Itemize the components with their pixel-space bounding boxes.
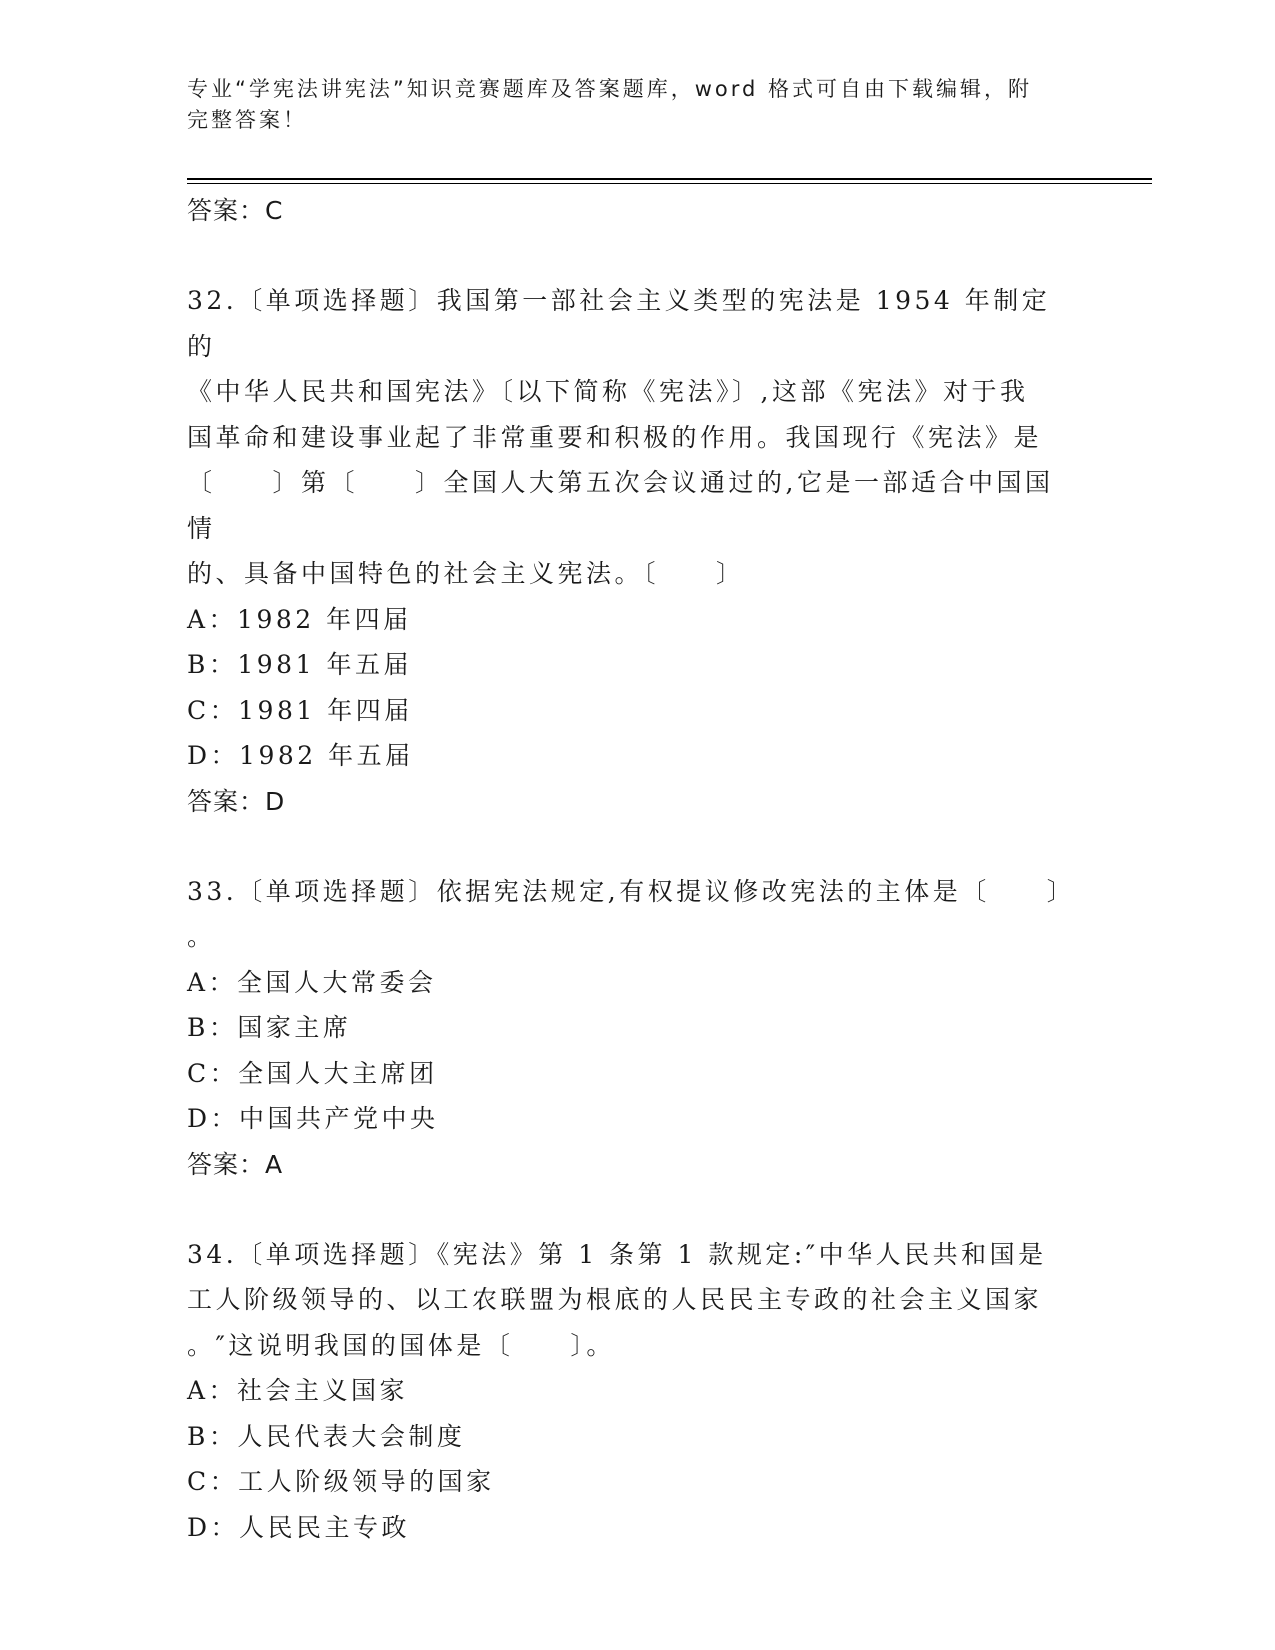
stem-line: 《中华人民共和国宪法》〔以下简称《宪法》〕,这部《宪法》对于我 <box>187 377 1029 406</box>
answer-line: 答案：C <box>187 196 284 225</box>
header-line-2: 完整答案！ <box>187 108 307 132</box>
header-divider-thin <box>187 183 1152 184</box>
option-d: D：人民民主专政 <box>187 1512 411 1542</box>
option-a: A：全国人大常委会 <box>187 967 437 997</box>
question-list <box>187 188 1077 1550</box>
document-header <box>187 74 1067 136</box>
stem-line: 33.〔单项选择题〕依据宪法规定,有权提议修改宪法的主体是〔 〕 <box>187 876 1076 906</box>
question-block-32 <box>187 278 1077 825</box>
header-line-1: 专业“学宪法讲宪法”知识竞赛题库及答案题库，word 格式可自由下载编辑，附 <box>187 77 1033 101</box>
question-block-33 <box>187 869 1077 1188</box>
stem-line: 34.〔单项选择题〕《宪法》第 1 条第 1 款规定:″中华人民共和国是 <box>187 1239 1047 1269</box>
stem-line: 。 <box>187 922 216 951</box>
header-divider <box>187 178 1152 180</box>
option-c: C：工人阶级领导的国家 <box>187 1467 495 1496</box>
stem-line: 的、具备中国特色的社会主义宪法。〔 〕 <box>187 559 745 588</box>
option-d: D：中国共产党中央 <box>187 1104 439 1133</box>
option-b: B：1981 年五届 <box>187 650 412 679</box>
option-b: B：国家主席 <box>187 1013 352 1042</box>
answer-line: 答案：D <box>187 786 286 816</box>
option-c: C：全国人大主席团 <box>187 1058 438 1088</box>
question-stem <box>187 1232 1077 1369</box>
stem-line: 国革命和建设事业起了非常重要和积极的作用。我国现行《宪法》是 <box>187 422 1043 452</box>
option-d: D：1982 年五届 <box>187 741 414 770</box>
question-stem <box>187 278 1077 597</box>
answer-line: 答案：A <box>187 1149 284 1179</box>
stem-line: 工人阶级领导的、以工农联盟为根底的人民民主专政的社会主义国家 <box>187 1285 1043 1314</box>
stem-line: 〔 〕第〔 〕全国人大第五次会议通过的,它是一部适合中国国情 <box>187 468 1054 543</box>
option-a: A：1982 年四届 <box>187 604 412 634</box>
option-b: B：人民代表大会制度 <box>187 1421 466 1451</box>
question-block-34 <box>187 1232 1077 1551</box>
question-stem <box>187 869 1077 960</box>
stem-line: 32.〔单项选择题〕我国第一部社会主义类型的宪法是 1954 年制定的 <box>187 286 1051 361</box>
stem-line: 。″这说明我国的国体是〔 〕。 <box>187 1330 615 1360</box>
option-c: C：1981 年四届 <box>187 695 413 725</box>
option-a: A：社会主义国家 <box>187 1376 409 1405</box>
